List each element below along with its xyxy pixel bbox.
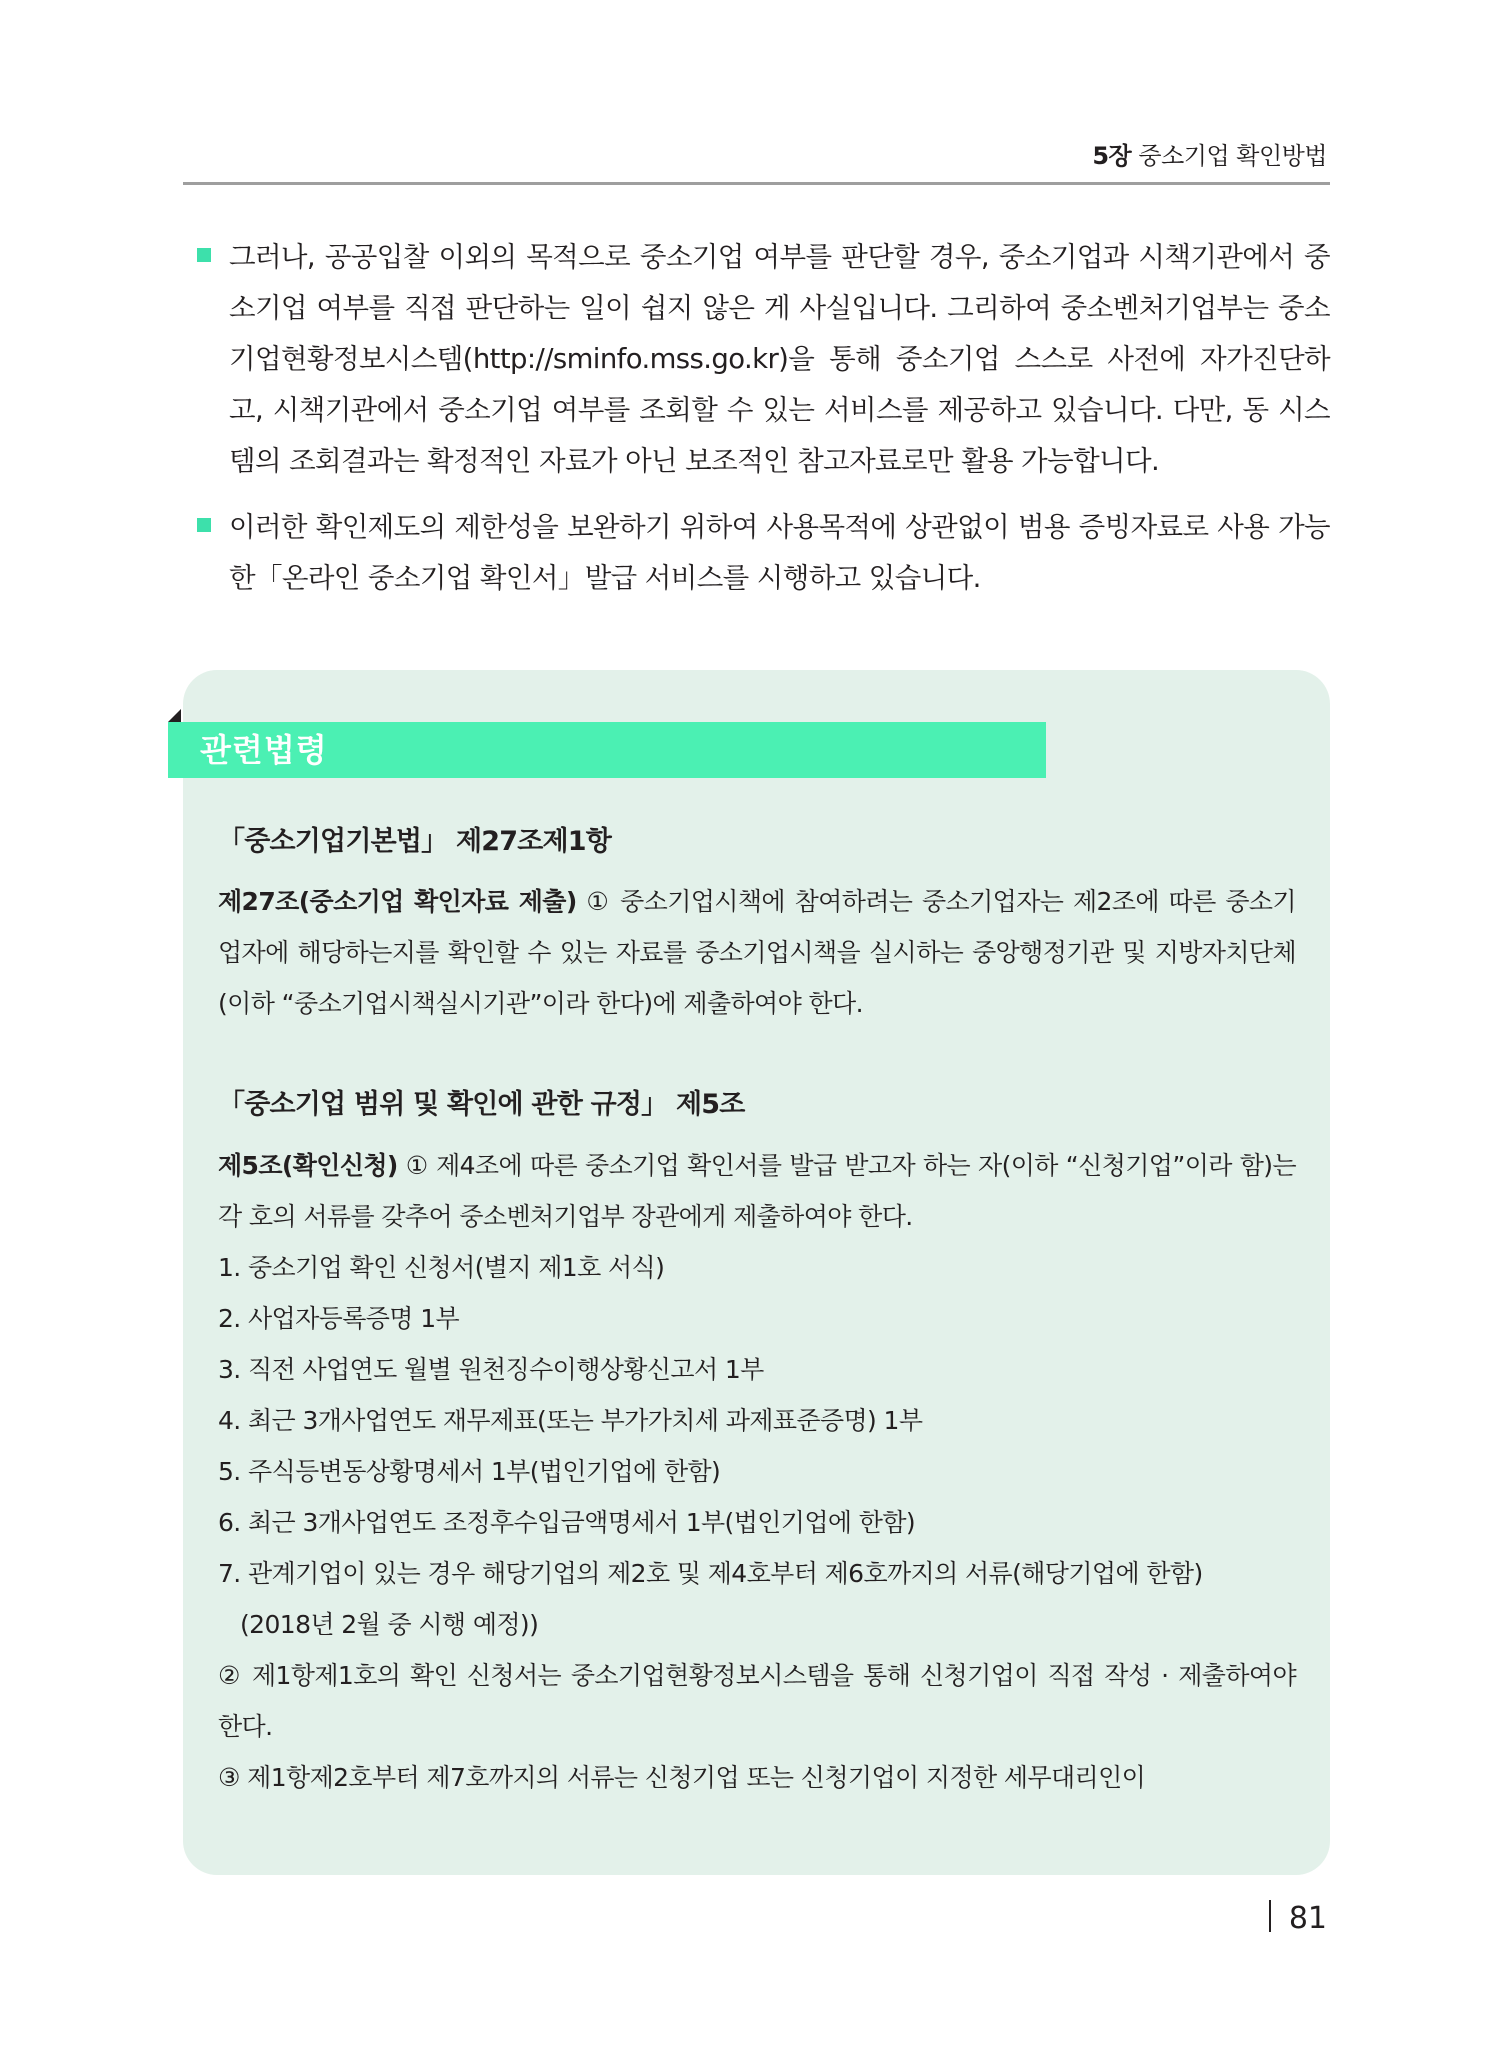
article-paragraph <box>218 1140 1296 1242</box>
list-item: 1. 중소기업 확인 신청서(별지 제1호 서식) <box>218 1253 665 1282</box>
list-item: 7. 관계기업이 있는 경우 해당기업의 제2호 및 제4호부터 제6호까지의 서류(해당기업에 한함) <box>218 1559 1203 1588</box>
list-item: 2. 사업자등록증명 1부 <box>218 1304 460 1333</box>
article-paragraph <box>218 876 1296 1029</box>
bullet-paragraph-2 <box>197 502 1330 604</box>
square-bullet-icon <box>197 518 211 532</box>
header-divider <box>183 182 1330 185</box>
page-number-bar <box>1269 1900 1271 1932</box>
bullet-paragraph-1 <box>197 232 1330 487</box>
bullet-text: 그러나, 공공입찰 이외의 목적으로 중소기업 여부를 판단할 경우, 중소기업과 시책기관에서 중소기업 여부를 직접 판단하는 일이 쉽지 않은 게 사실입니다. 그리하여 중소벤처기업부는 중소기업현황정보시스템(http://sminfo.mss.go.kr)을 통해 중소기업 스스로 사전에 자가진단하고, 시책기관에서 중소기업 여부를 조회할 수 있는 서비스를 제공하고 있습니다. 다만, 동 시스템의 조회결과는 확정적인 자료가 아닌 보조적인 참고자료로만 활용 가능합니다. <box>229 241 1330 477</box>
page-number <box>1269 1900 1327 1936</box>
list-item: 3. 직전 사업연도 월별 원천징수이행상황신고서 1부 <box>218 1355 764 1384</box>
law-title-1: 「중소기업기본법」 제27조제1항 <box>218 826 612 857</box>
article-paragraph-2: ② 제1항제1호의 확인 신청서는 중소기업현황정보시스템을 통해 신청기업이 직접 작성 · 제출하여야 한다. <box>218 1661 1296 1741</box>
tag-fold-corner <box>168 709 181 722</box>
list-item: 4. 최근 3개사업연도 재무제표(또는 부가가치세 과제표준증명) 1부 <box>218 1406 923 1435</box>
law-title-2: 「중소기업 범위 및 확인에 관한 규정」 제5조 <box>218 1089 745 1120</box>
related-law-tag-label: 관련법령 <box>200 731 328 769</box>
article-body: ① 제4조에 따른 중소기업 확인서를 발급 받고자 하는 자(이하 “신청기업”이라 함)는 각 호의 서류를 갖추어 중소벤처기업부 장관에게 제출하여야 한다. <box>218 1151 1296 1231</box>
list-item: 6. 최근 3개사업연도 조정후수입금액명세서 1부(법인기업에 한함) <box>218 1508 916 1537</box>
chapter-label: 5장 <box>1092 142 1132 170</box>
list-item-note: (2018년 2월 중 시행 예정)) <box>240 1610 539 1639</box>
article-body: ① 중소기업시책에 참여하려는 중소기업자는 제2조에 따른 중소기업자에 해당하는지를 확인할 수 있는 자료를 중소기업시책을 실시하는 중앙행정기관 및 지방자치단체(이하 “중소기업시책실시기관”이라 한다)에 제출하여야 한다. <box>218 887 1296 1018</box>
page-number-text: 81 <box>1288 1901 1327 1936</box>
article-heading: 제27조(중소기업 확인자료 제출) <box>218 887 577 916</box>
law-article-1 <box>218 876 1296 1029</box>
article-paragraph-3: ③ 제1항제2호부터 제7호까지의 서류는 신청기업 또는 신청기업이 지정한 세무대리인이 <box>218 1763 1146 1792</box>
square-bullet-icon <box>197 248 211 262</box>
running-header <box>1092 136 1327 171</box>
chapter-title: 중소기업 확인방법 <box>1138 142 1327 170</box>
law-article-2 <box>218 1140 1296 1803</box>
list-item: 5. 주식등변동상황명세서 1부(법인기업에 한함) <box>218 1457 721 1486</box>
article-heading: 제5조(확인신청) <box>218 1151 398 1180</box>
bullet-text: 이러한 확인제도의 제한성을 보완하기 위하여 사용목적에 상관없이 범용 증빙자료로 사용 가능한「온라인 중소기업 확인서」발급 서비스를 시행하고 있습니다. <box>229 511 1330 594</box>
